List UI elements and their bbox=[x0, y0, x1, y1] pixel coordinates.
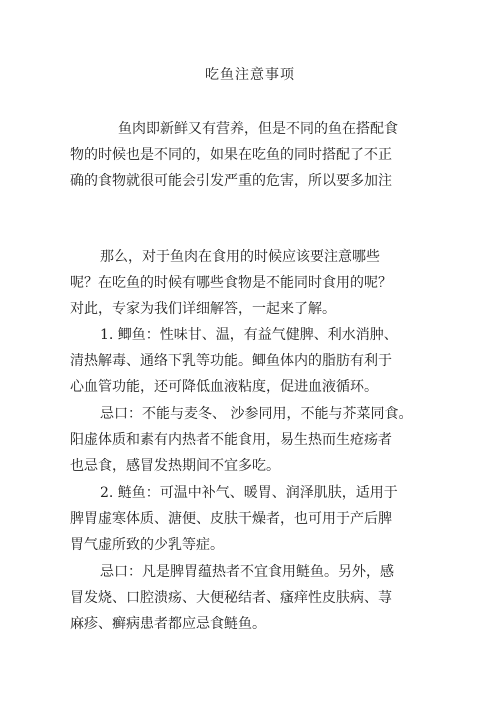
item-1-line-3: 心血管功能，还可降低血液粘度，促进血液循环。 bbox=[70, 379, 378, 395]
item-2-line-3: 胃气虚所致的少乳等症。 bbox=[70, 537, 224, 553]
paragraph-2-line-1: 那么，对于鱼肉在食用的时候应该要注意哪些 bbox=[100, 249, 380, 265]
item-2-avoid-line-2: 冒发烧、口腔溃疡、大便秘结者、瘙痒性皮肤病、荨 bbox=[70, 590, 392, 606]
paragraph-2-line-3: 对此，专家为我们详细解答，一起来了解。 bbox=[70, 301, 336, 317]
item-1-avoid-line-3: 也忌食，感冒发热期间不宜多吃。 bbox=[70, 458, 280, 474]
item-2-line-1: 2. 鲢鱼：可温中补气、暖胃、润泽肌肤，适用于 bbox=[100, 485, 398, 501]
item-1-avoid-line-2: 阳虚体质和素有内热者不能食用，易生热而生疮疡者 bbox=[70, 432, 392, 448]
item-1-line-1: 1. 鲫鱼：性味甘、温，有益气健脾、利水消肿、 bbox=[100, 327, 398, 343]
item-2-line-2: 脾胃虚寒体质、溏便、皮肤干燥者，也可用于产后脾 bbox=[70, 511, 392, 527]
item-2-avoid-line-1: 忌口：凡是脾胃蕴热者不宜食用鲢鱼。另外，感 bbox=[100, 564, 394, 580]
item-1-line-2: 清热解毒、通络下乳等功能。鲫鱼体内的脂肪有利于 bbox=[70, 353, 392, 369]
item-2-avoid-line-3: 麻疹、癣病患者都应忌食鲢鱼。 bbox=[70, 616, 266, 632]
paragraph-1-line-3: 确的食物就很可能会引发严重的危害，所以要多加注 bbox=[70, 173, 392, 189]
item-1-avoid-line-1: 忌口：不能与麦冬、 沙参同用，不能与芥菜同食。 bbox=[100, 406, 413, 422]
paragraph-2-line-2: 呢？在吃鱼的时候有哪些食物是不能同时食用的呢？ bbox=[70, 275, 392, 291]
document-title: 吃鱼注意事项 bbox=[205, 67, 295, 83]
paragraph-1-line-1: 鱼肉即新鲜又有营养，但是不同的鱼在搭配食 bbox=[118, 121, 398, 137]
paragraph-1-line-2: 物的时候也是不同的，如果在吃鱼的同时搭配了不正 bbox=[70, 147, 392, 163]
